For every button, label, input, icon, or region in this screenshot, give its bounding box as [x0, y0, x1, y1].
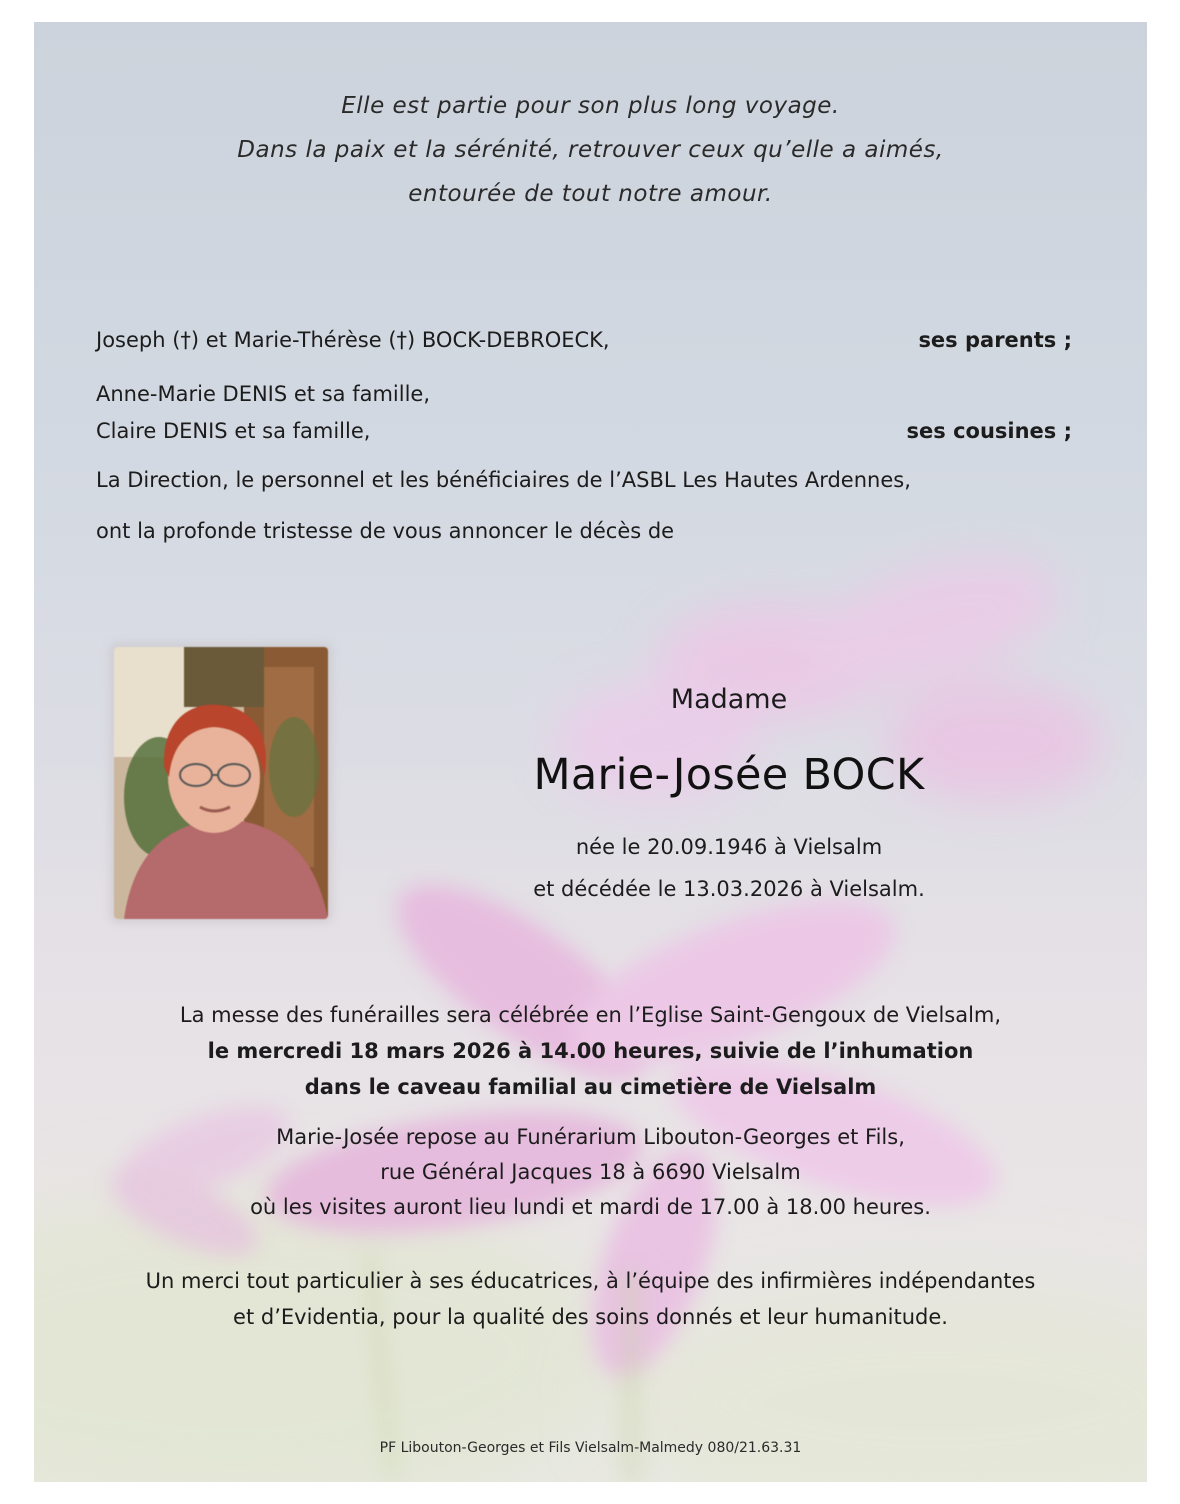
title-madame: Madame — [670, 684, 788, 715]
mass-line: La messe des funérailles sera célébrée en l’Eglise Saint-Gengoux de Vielsalm, — [179, 1003, 1002, 1027]
life-dates — [454, 826, 1004, 910]
thanks-line: et d’Evidentia, pour la qualité des soins donnés et leur humanitude. — [233, 1305, 948, 1329]
thanks-note — [34, 1263, 1147, 1335]
obituary-card — [34, 22, 1147, 1482]
visitation-line: Marie-Josée repose au Funérarium Libouton-Georges et Fils, — [276, 1125, 905, 1149]
birth-line: née le 20.09.1946 à Vielsalm — [575, 835, 883, 859]
parents-row — [96, 325, 1072, 355]
visitation-info — [34, 1120, 1147, 1225]
mass-date-line: le mercredi 18 mars 2026 à 14.00 heures, suivie de l’inhumation — [207, 1039, 974, 1063]
deceased-name: Marie-Josée BOCK — [533, 750, 925, 800]
parents-names: Joseph (†) et Marie-Thérèse (†) BOCK-DEBROECK, — [96, 328, 610, 352]
death-line: et décédée le 13.03.2026 à Vielsalm. — [533, 877, 925, 901]
thanks-line: Un merci tout particulier à ses éducatrices, à l’équipe des infirmières indépendantes — [145, 1269, 1036, 1293]
announce-row — [96, 516, 1072, 546]
cousin-name: Claire DENIS et sa famille, — [96, 419, 371, 443]
asbl-text: La Direction, le personnel et les bénéficiaires de l’ASBL Les Hautes Ardennes, — [96, 468, 911, 492]
funeral-home-footer: PF Libouton-Georges et Fils Vielsalm-Malmedy 080/21.63.31 — [379, 1440, 802, 1456]
cousin-name: Anne-Marie DENIS et sa famille, — [96, 382, 431, 406]
address-line: rue Général Jacques 18 à 6690 Vielsalm — [380, 1160, 801, 1184]
announce-text: ont la profonde tristesse de vous annoncer le décès de — [96, 519, 675, 543]
parents-relation: ses parents ; — [918, 328, 1072, 352]
cousins-relation: ses cousines ; — [906, 419, 1072, 443]
funeral-mass-info — [34, 997, 1147, 1105]
poem-line: Dans la paix et la sérénité, retrouver ceux qu’elle a aimés, — [237, 137, 944, 163]
asbl-row — [96, 465, 1072, 495]
poem-line: Elle est partie pour son plus long voyage. — [341, 93, 840, 119]
portrait-photo — [114, 647, 328, 919]
cousin-row — [96, 416, 1072, 446]
visiting-hours-line: où les visites auront lieu lundi et mardi de 17.00 à 18.00 heures. — [250, 1195, 931, 1219]
cousin-row — [96, 379, 1072, 409]
poem-line: entourée de tout notre amour. — [408, 181, 773, 207]
burial-line: dans le caveau familial au cimetière de Vielsalm — [304, 1075, 877, 1099]
opening-poem — [34, 84, 1147, 216]
